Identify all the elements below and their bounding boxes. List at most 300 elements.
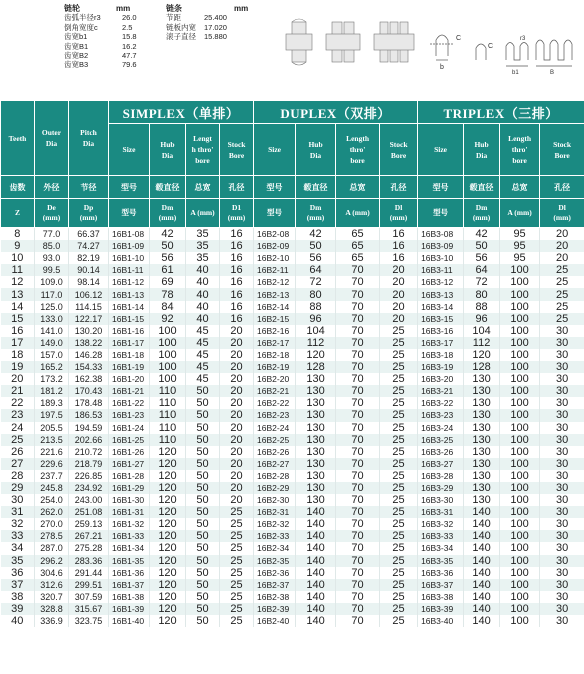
table-cell: 25 <box>540 301 584 313</box>
table-cell: 16B2-29 <box>254 482 296 494</box>
table-cell: 140 <box>464 518 500 530</box>
col-header-cn-4: 毂直径 <box>150 176 186 199</box>
table-cell: 16B2-16 <box>254 325 296 337</box>
table-cell: 70 <box>336 422 380 434</box>
col-header-duplex-2: Length thro' bore <box>336 124 380 176</box>
table-cell: 64 <box>464 264 500 276</box>
table-cell: 16B1-27 <box>109 458 150 470</box>
table-cell: 100 <box>500 579 540 591</box>
sprocket-spec-row <box>64 23 159 32</box>
chain-spec-value: 17.020 <box>204 22 227 32</box>
table-cell: 72 <box>464 276 500 288</box>
table-row <box>1 373 584 385</box>
table-cell: 100 <box>500 397 540 409</box>
table-row <box>1 434 584 446</box>
table-cell: 70 <box>336 434 380 446</box>
table-cell: 16B3-26 <box>418 446 464 458</box>
table-cell: 130 <box>464 494 500 506</box>
table-cell: 202.66 <box>69 434 109 446</box>
table-cell: 70 <box>336 506 380 518</box>
table-cell: 16B2-08 <box>254 228 296 241</box>
table-cell: 120 <box>150 530 186 542</box>
table-cell: 140 <box>464 567 500 579</box>
table-row <box>1 603 584 615</box>
table-cell: 70 <box>336 264 380 276</box>
table-cell: 100 <box>500 434 540 446</box>
table-cell: 20 <box>220 470 254 482</box>
chain-spec-unit: mm <box>234 4 249 13</box>
table-cell: 66.37 <box>69 228 109 241</box>
col-header-simplex-3: Stock Bore <box>220 124 254 176</box>
table-cell: 14 <box>1 301 35 313</box>
col-header-cn-10: 孔径 <box>380 176 418 199</box>
table-cell: 120 <box>150 542 186 554</box>
col-header-unit-9: A (mm) <box>336 199 380 228</box>
table-cell: 22 <box>1 397 35 409</box>
table-cell: 50 <box>186 603 220 615</box>
table-cell: 35 <box>186 228 220 241</box>
table-cell: 30 <box>540 409 584 421</box>
table-cell: 40 <box>186 301 220 313</box>
table-cell: 16B2-30 <box>254 494 296 506</box>
table-cell: 15 <box>1 313 35 325</box>
table-cell: 72 <box>296 276 336 288</box>
table-cell: 320.7 <box>35 591 69 603</box>
table-cell: 70 <box>336 615 380 627</box>
table-cell: 16B2-19 <box>254 361 296 373</box>
table-cell: 25 <box>540 264 584 276</box>
table-cell: 18 <box>1 349 35 361</box>
table-cell: 140 <box>296 542 336 554</box>
table-cell: 50 <box>186 422 220 434</box>
drawing-label-b1: b1 <box>512 70 519 76</box>
table-cell: 110 <box>150 409 186 421</box>
table-row <box>1 301 584 313</box>
table-cell: 16B2-39 <box>254 603 296 615</box>
table-cell: 146.28 <box>69 349 109 361</box>
table-cell: 114.15 <box>69 301 109 313</box>
table-cell: 20 <box>220 422 254 434</box>
table-cell: 16B3-08 <box>418 228 464 241</box>
table-cell: 120 <box>150 591 186 603</box>
table-cell: 130 <box>296 409 336 421</box>
col-header-unit-11: 型号 <box>418 199 464 228</box>
table-cell: 74.27 <box>69 240 109 252</box>
table-cell: 100 <box>500 615 540 627</box>
table-row <box>1 264 584 276</box>
table-cell: 16B1-36 <box>109 567 150 579</box>
table-cell: 30 <box>540 494 584 506</box>
table-cell: 16B1-26 <box>109 446 150 458</box>
table-cell: 100 <box>500 385 540 397</box>
table-cell: 25 <box>380 518 418 530</box>
table-cell: 10 <box>1 252 35 264</box>
sprocket-spec-value: 79.6 <box>122 60 137 70</box>
table-cell: 16B1-25 <box>109 434 150 446</box>
table-cell: 120 <box>150 482 186 494</box>
table-cell: 16B1-16 <box>109 325 150 337</box>
col-header-simplex-1: Hub Dia <box>150 124 186 176</box>
table-cell: 130 <box>296 385 336 397</box>
table-cell: 128 <box>296 361 336 373</box>
table-row <box>1 555 584 567</box>
table-cell: 16B2-13 <box>254 288 296 300</box>
table-cell: 120 <box>150 603 186 615</box>
table-cell: 120 <box>150 458 186 470</box>
table-cell: 16B3-37 <box>418 579 464 591</box>
table-cell: 25 <box>380 603 418 615</box>
table-cell: 189.3 <box>35 397 69 409</box>
table-cell: 16B2-14 <box>254 301 296 313</box>
table-cell: 45 <box>186 349 220 361</box>
table-cell: 16B2-32 <box>254 518 296 530</box>
group-header-duplex: DUPLEX（双排） <box>254 101 418 124</box>
table-row <box>1 458 584 470</box>
table-row <box>1 337 584 349</box>
col-header-unit-0: Z <box>1 199 35 228</box>
table-cell: 30 <box>540 361 584 373</box>
table-cell: 50 <box>186 579 220 591</box>
table-cell: 12 <box>1 276 35 288</box>
chain-spec-row <box>166 23 261 32</box>
table-cell: 50 <box>186 591 220 603</box>
table-cell: 16B1-34 <box>109 542 150 554</box>
table-cell: 237.7 <box>35 470 69 482</box>
table-cell: 186.53 <box>69 409 109 421</box>
table-cell: 78 <box>150 288 186 300</box>
table-cell: 25 <box>380 385 418 397</box>
col-header-teeth: Teeth <box>1 101 35 176</box>
table-cell: 304.6 <box>35 567 69 579</box>
table-row <box>1 313 584 325</box>
table-cell: 25 <box>220 615 254 627</box>
table-cell: 30 <box>540 458 584 470</box>
table-cell: 100 <box>150 325 186 337</box>
table-cell: 13 <box>1 288 35 300</box>
table-row <box>1 579 584 591</box>
col-header-cn-11: 型号 <box>418 176 464 199</box>
table-cell: 16B1-38 <box>109 591 150 603</box>
table-cell: 120 <box>150 494 186 506</box>
table-cell: 25 <box>220 518 254 530</box>
table-cell: 270.0 <box>35 518 69 530</box>
table-cell: 100 <box>500 591 540 603</box>
table-cell: 96 <box>296 313 336 325</box>
table-cell: 20 <box>380 301 418 313</box>
table-cell: 112 <box>296 337 336 349</box>
table-cell: 178.48 <box>69 397 109 409</box>
table-cell: 27 <box>1 458 35 470</box>
table-cell: 20 <box>220 385 254 397</box>
table-cell: 20 <box>220 349 254 361</box>
table-cell: 50 <box>186 518 220 530</box>
table-cell: 30 <box>540 542 584 554</box>
table-cell: 140 <box>296 518 336 530</box>
sprocket-spec-label: 倒角宽度c <box>64 22 98 32</box>
table-cell: 25 <box>380 591 418 603</box>
col-header-cn-6: 孔径 <box>220 176 254 199</box>
table-cell: 16B3-33 <box>418 530 464 542</box>
table-cell: 287.0 <box>35 542 69 554</box>
table-cell: 16B3-27 <box>418 458 464 470</box>
drawing-label-bb: B <box>550 70 555 76</box>
table-cell: 104 <box>464 325 500 337</box>
table-cell: 296.2 <box>35 555 69 567</box>
table-cell: 120 <box>296 349 336 361</box>
table-cell: 8 <box>1 228 35 241</box>
table-cell: 16B1-33 <box>109 530 150 542</box>
table-row <box>1 325 584 337</box>
table-cell: 25 <box>380 470 418 482</box>
table-cell: 20 <box>540 228 584 241</box>
table-cell: 16B1-22 <box>109 397 150 409</box>
table-row <box>1 567 584 579</box>
table-cell: 251.08 <box>69 506 109 518</box>
table-cell: 100 <box>500 288 540 300</box>
chain-spec-label: 链板内宽 <box>166 22 196 32</box>
table-cell: 56 <box>296 252 336 264</box>
table-cell: 125.0 <box>35 301 69 313</box>
table-cell: 16B2-25 <box>254 434 296 446</box>
chain-spec-value: 25.400 <box>204 13 227 23</box>
table-cell: 45 <box>186 361 220 373</box>
table-cell: 40 <box>186 264 220 276</box>
table-cell: 50 <box>186 555 220 567</box>
table-cell: 25 <box>540 313 584 325</box>
table-cell: 20 <box>540 240 584 252</box>
table-cell: 69 <box>150 276 186 288</box>
table-cell: 140 <box>464 603 500 615</box>
drawing-label-r3: r3 <box>520 36 526 42</box>
table-cell: 92 <box>150 313 186 325</box>
table-cell: 16B3-09 <box>418 240 464 252</box>
table-cell: 16B3-11 <box>418 264 464 276</box>
table-cell: 120 <box>150 567 186 579</box>
table-cell: 100 <box>500 373 540 385</box>
sprocket-spec-title: 链轮 <box>64 4 80 13</box>
sprocket-spec-row <box>64 32 159 41</box>
table-cell: 16B2-38 <box>254 591 296 603</box>
table-cell: 9 <box>1 240 35 252</box>
col-header-simplex-2: Lengt h thro' bore <box>186 124 220 176</box>
table-cell: 50 <box>186 542 220 554</box>
table-row <box>1 361 584 373</box>
table-cell: 162.38 <box>69 373 109 385</box>
chain-spec-row <box>166 32 261 41</box>
table-cell: 25 <box>380 325 418 337</box>
table-cell: 16B3-39 <box>418 603 464 615</box>
table-cell: 130 <box>296 446 336 458</box>
table-cell: 16B3-10 <box>418 252 464 264</box>
table-cell: 34 <box>1 542 35 554</box>
table-cell: 30 <box>540 446 584 458</box>
table-cell: 50 <box>186 615 220 627</box>
table-cell: 20 <box>380 276 418 288</box>
table-row <box>1 518 584 530</box>
sprocket-spec-value: 47.7 <box>122 51 137 61</box>
col-header-cn-5: 总宽 <box>186 176 220 199</box>
table-cell: 16 <box>220 313 254 325</box>
table-cell: 112 <box>464 337 500 349</box>
table-cell: 140 <box>464 591 500 603</box>
col-header-cn-0: 齿数 <box>1 176 35 199</box>
col-header-cn-13: 总宽 <box>500 176 540 199</box>
header-row-units <box>1 199 584 228</box>
table-cell: 25 <box>220 542 254 554</box>
table-cell: 20 <box>220 361 254 373</box>
table-cell: 90.14 <box>69 264 109 276</box>
table-cell: 140 <box>296 615 336 627</box>
table-cell: 140 <box>296 506 336 518</box>
table-cell: 70 <box>336 542 380 554</box>
table-cell: 40 <box>186 313 220 325</box>
table-cell: 130 <box>464 482 500 494</box>
table-cell: 25 <box>380 579 418 591</box>
table-row <box>1 349 584 361</box>
table-cell: 16B1-23 <box>109 409 150 421</box>
table-cell: 16B2-15 <box>254 313 296 325</box>
table-cell: 42 <box>150 228 186 241</box>
table-cell: 157.0 <box>35 349 69 361</box>
table-cell: 16B3-32 <box>418 518 464 530</box>
table-cell: 16B1-24 <box>109 422 150 434</box>
chain-spec-label: 节距 <box>166 13 181 23</box>
table-cell: 110 <box>150 434 186 446</box>
col-header-unit-10: Dl (mm) <box>380 199 418 228</box>
table-cell: 25 <box>380 482 418 494</box>
table-cell: 70 <box>336 361 380 373</box>
table-cell: 70 <box>336 530 380 542</box>
table-cell: 16 <box>220 228 254 241</box>
sprocket-spec-value: 2.5 <box>122 22 133 32</box>
table-cell: 16B2-12 <box>254 276 296 288</box>
table-cell: 93.0 <box>35 252 69 264</box>
table-cell: 20 <box>220 446 254 458</box>
table-cell: 130 <box>296 434 336 446</box>
table-cell: 50 <box>186 482 220 494</box>
table-cell: 70 <box>336 591 380 603</box>
table-cell: 117.0 <box>35 288 69 300</box>
table-cell: 30 <box>540 397 584 409</box>
table-cell: 110 <box>150 385 186 397</box>
table-cell: 138.22 <box>69 337 109 349</box>
col-header-cn-14: 孔径 <box>540 176 584 199</box>
table-cell: 25 <box>380 373 418 385</box>
table-cell: 30 <box>540 422 584 434</box>
col-header-unit-1: De (mm) <box>35 199 69 228</box>
table-cell: 140 <box>464 506 500 518</box>
table-cell: 140 <box>464 615 500 627</box>
table-cell: 262.0 <box>35 506 69 518</box>
table-cell: 16B3-17 <box>418 337 464 349</box>
col-header-triplex-0: Size <box>418 124 464 176</box>
table-cell: 70 <box>336 567 380 579</box>
table-cell: 77.0 <box>35 228 69 241</box>
table-cell: 16 <box>1 325 35 337</box>
table-cell: 16B2-09 <box>254 240 296 252</box>
table-cell: 65 <box>336 252 380 264</box>
table-cell: 65 <box>336 228 380 241</box>
table-cell: 70 <box>336 494 380 506</box>
table-cell: 64 <box>296 264 336 276</box>
table-cell: 16B3-28 <box>418 470 464 482</box>
table-cell: 42 <box>464 228 500 241</box>
table-cell: 16B3-23 <box>418 409 464 421</box>
col-header-unit-14: Dl (mm) <box>540 199 584 228</box>
table-cell: 24 <box>1 422 35 434</box>
col-header-unit-6: D1 (mm) <box>220 199 254 228</box>
table-cell: 16B1-35 <box>109 555 150 567</box>
col-header-duplex-1: Hub Dia <box>296 124 336 176</box>
table-cell: 16B2-28 <box>254 470 296 482</box>
sprocket-spec-label: 齿宽b1 <box>64 32 88 42</box>
table-row <box>1 615 584 627</box>
table-cell: 16B3-14 <box>418 301 464 313</box>
table-cell: 37 <box>1 579 35 591</box>
sprocket-spec-value: 26.0 <box>122 13 137 23</box>
table-cell: 30 <box>540 373 584 385</box>
col-header-unit-2: Dp (mm) <box>69 199 109 228</box>
table-cell: 16B1-14 <box>109 301 150 313</box>
table-row <box>1 530 584 542</box>
table-cell: 70 <box>336 603 380 615</box>
table-cell: 120 <box>150 518 186 530</box>
table-cell: 84 <box>150 301 186 313</box>
table-cell: 45 <box>186 337 220 349</box>
table-cell: 45 <box>186 325 220 337</box>
table-cell: 30 <box>540 591 584 603</box>
table-cell: 20 <box>540 252 584 264</box>
table-cell: 130 <box>296 482 336 494</box>
table-cell: 25 <box>220 555 254 567</box>
table-cell: 50 <box>186 494 220 506</box>
table-cell: 100 <box>500 458 540 470</box>
table-cell: 130.20 <box>69 325 109 337</box>
table-cell: 16B2-34 <box>254 542 296 554</box>
table-cell: 70 <box>336 446 380 458</box>
table-cell: 100 <box>150 349 186 361</box>
sprocket-table <box>0 100 584 674</box>
col-header-unit-3: 型号 <box>109 199 150 228</box>
table-cell: 16B3-40 <box>418 615 464 627</box>
col-header-outer-dia: Outer Dia <box>35 101 69 176</box>
table-cell: 16B3-29 <box>418 482 464 494</box>
table-cell: 30 <box>540 434 584 446</box>
table-cell: 50 <box>464 240 500 252</box>
table-cell: 275.28 <box>69 542 109 554</box>
table-cell: 19 <box>1 361 35 373</box>
sprocket-spec-label: 齿宽B3 <box>64 60 89 70</box>
table-cell: 20 <box>220 494 254 506</box>
table-cell: 30 <box>540 603 584 615</box>
table-cell: 16B1-08 <box>109 228 150 241</box>
table-cell: 100 <box>500 313 540 325</box>
sprocket-spec-value: 15.8 <box>122 32 137 42</box>
table-cell: 16B2-35 <box>254 555 296 567</box>
table-cell: 128 <box>464 361 500 373</box>
header-row-groups <box>1 101 584 124</box>
col-header-triplex-2: Length thro' bore <box>500 124 540 176</box>
table-cell: 25 <box>380 494 418 506</box>
table-cell: 130 <box>464 458 500 470</box>
table-cell: 120 <box>150 506 186 518</box>
table-cell: 100 <box>500 542 540 554</box>
table-cell: 21 <box>1 385 35 397</box>
table-row <box>1 409 584 421</box>
col-header-unit-7: 型号 <box>254 199 296 228</box>
table-cell: 130 <box>296 397 336 409</box>
table-cell: 120 <box>150 579 186 591</box>
